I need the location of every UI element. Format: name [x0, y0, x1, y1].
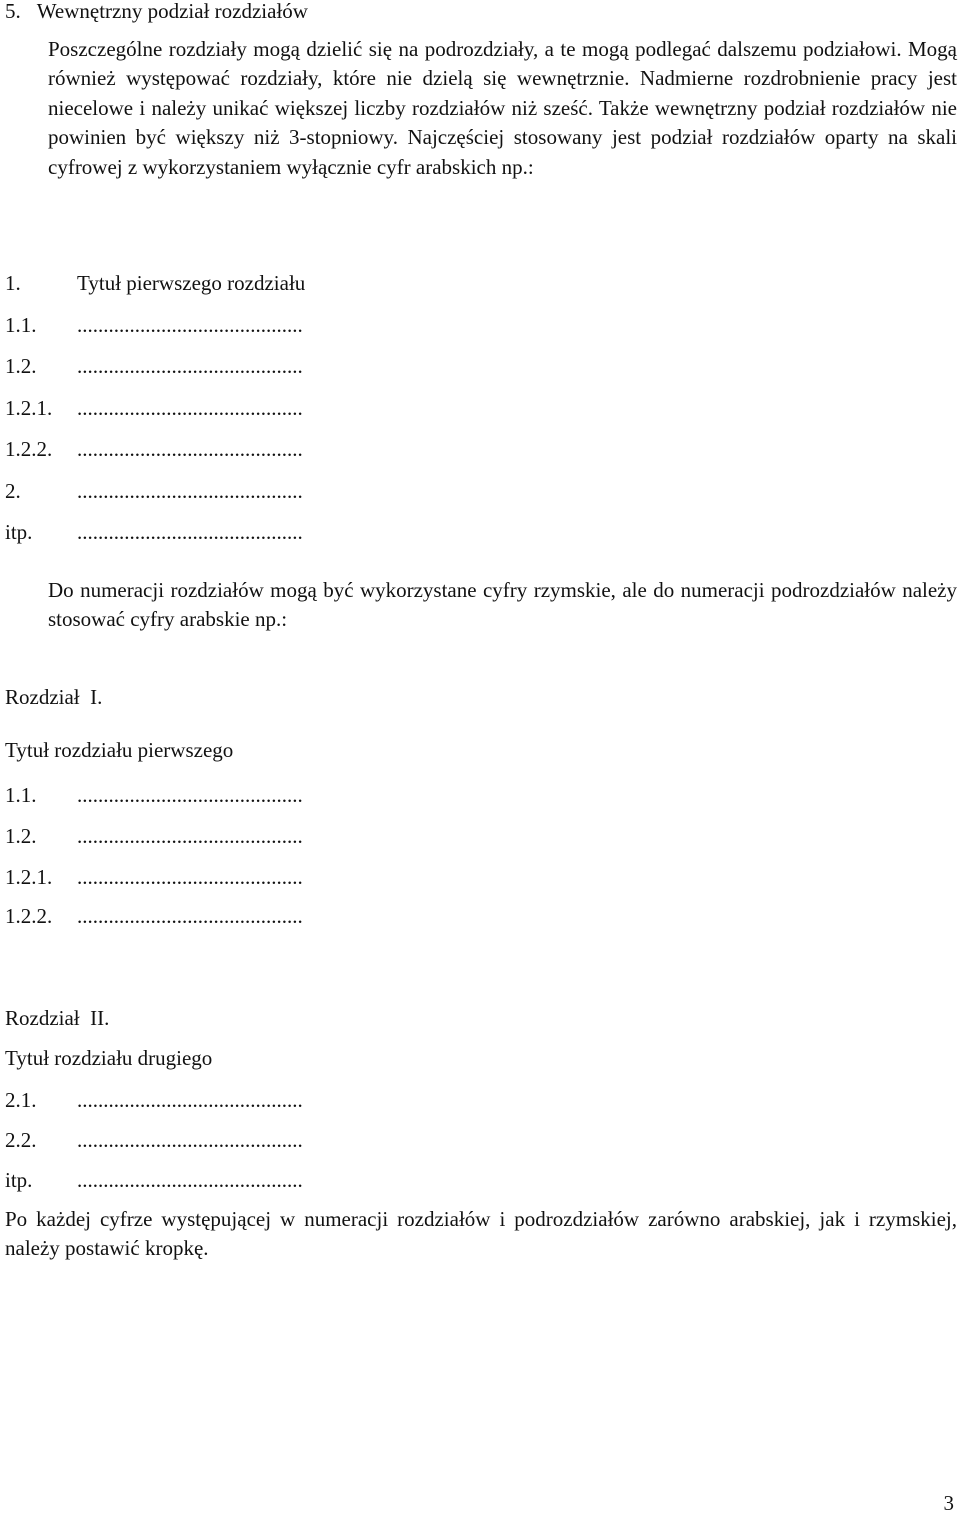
list-item	[5, 903, 303, 929]
item-number: 1.2.2.	[5, 437, 53, 461]
list-item	[5, 1167, 303, 1193]
item-text: ...........................................	[77, 904, 303, 928]
item-number: 1.	[5, 271, 21, 295]
closing-paragraph: Po każdej cyfrze występującej w numeracji rozdziałów i podrozdziałów zarówno arabskiej, jak i rzymskiej, należy postawić kropkę.	[5, 1207, 957, 1261]
item-number: 1.2.	[5, 354, 37, 378]
list-item	[5, 312, 303, 338]
item-text: ...........................................	[77, 783, 303, 807]
item-number: 1.2.1.	[5, 865, 53, 889]
intro-paragraph: Poszczególne rozdziały mogą dzielić się na podrozdziały, a te mogą podlegać dalszemu podziałowi. Mogą również występować rozdziały, które nie dzielą się wewnętrznie. Nadmierne rozdrobnienie pracy jest niecelowe i należy unikać większej liczby rozdziałów niż sześć. Także wewnętrzny podział rozdziałów nie powinien być większy niż 3-stopniowy. Najczęściej stosowany jest podział rozdziałów oparty na skali cyfrowej z wykorzystaniem wyłącznie cyfr arabskich np.:	[48, 37, 957, 179]
item-number: 2.2.	[5, 1128, 37, 1152]
item-text: ...........................................	[77, 824, 303, 848]
page-number: 3	[943, 1491, 954, 1515]
item-text: ...........................................	[77, 479, 303, 503]
section-heading	[5, 0, 308, 24]
item-number: itp.	[5, 520, 33, 544]
list-item	[5, 436, 303, 462]
item-text: ...........................................	[77, 437, 303, 461]
list-item	[5, 270, 305, 296]
chapter-heading: Rozdział II.	[5, 1006, 110, 1030]
item-number: 1.1.	[5, 783, 37, 807]
item-number: 1.2.2.	[5, 904, 53, 928]
chapter-title: Tytuł rozdziału pierwszego	[5, 738, 234, 762]
list-item	[5, 519, 303, 545]
item-number: 2.1.	[5, 1088, 37, 1112]
list-item	[5, 782, 303, 808]
item-number: 2.	[5, 479, 21, 503]
item-text: ...........................................	[77, 1168, 303, 1192]
list-item	[5, 353, 303, 379]
roman-paragraph: Do numeracji rozdziałów mogą być wykorzystane cyfry rzymskie, ale do numeracji podrozdziałów należy stosować cyfry arabskie np.:	[48, 578, 957, 632]
item-text: ...........................................	[77, 1088, 303, 1112]
item-text: Tytuł pierwszego rozdziału	[77, 271, 306, 295]
item-number: 1.1.	[5, 313, 37, 337]
item-text: ...........................................	[77, 1128, 303, 1152]
section-number: 5.	[5, 0, 21, 23]
item-number: itp.	[5, 1168, 33, 1192]
list-item	[5, 1127, 303, 1153]
item-text: ...........................................	[77, 865, 303, 889]
section-title: Wewnętrzny podział rozdziałów	[36, 0, 308, 23]
chapter-heading: Rozdział I.	[5, 685, 103, 709]
item-text: ...........................................	[77, 520, 303, 544]
item-number: 1.2.1.	[5, 396, 53, 420]
list-item	[5, 1087, 303, 1113]
item-text: ...........................................	[77, 313, 303, 337]
item-text: ...........................................	[77, 396, 303, 420]
item-text: ...........................................	[77, 354, 303, 378]
list-item	[5, 478, 303, 504]
item-number: 1.2.	[5, 824, 37, 848]
list-item	[5, 823, 303, 849]
chapter-title: Tytuł rozdziału drugiego	[5, 1046, 213, 1070]
list-item	[5, 395, 303, 421]
list-item	[5, 864, 303, 890]
